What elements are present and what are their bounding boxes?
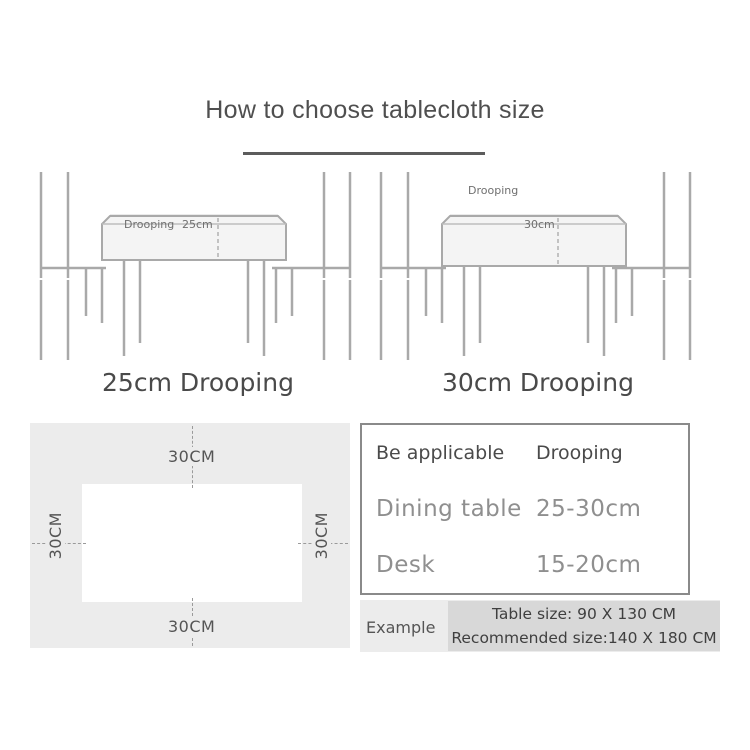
example-recommended-size: Recommended size:140 X 180 CM [451, 629, 717, 647]
title-underline-divider [243, 152, 485, 155]
table-row [362, 481, 688, 537]
page-title: How to choose tablecloth size [205, 96, 545, 124]
example-table-size: Table size: 90 X 130 CM [491, 604, 677, 623]
caption-25cm: 25cm Drooping [102, 368, 294, 397]
table-top-area [82, 484, 302, 602]
example-values [448, 601, 720, 651]
applicability-table [360, 423, 690, 595]
table-row [362, 537, 688, 593]
measure-label-top: 30CM [168, 447, 216, 466]
drooping-label: Drooping [124, 218, 175, 231]
measure-label-right: 30CM [312, 512, 331, 560]
cell-drooping-desk: 15-20cm [536, 551, 642, 578]
example-label: Example [366, 618, 436, 637]
table-header-row [362, 425, 688, 481]
caption-30cm: 30cm Drooping [442, 368, 634, 397]
cell-item-desk: Desk [376, 551, 436, 578]
cell-drooping-dining-table: 25-30cm [536, 495, 642, 522]
table-chairs-illustration-30cm [368, 168, 708, 368]
chair-left-icon [41, 172, 106, 360]
drooping-value: 30cm [524, 218, 555, 231]
chair-left-icon [381, 172, 446, 360]
cell-item-dining-table: Dining table [376, 495, 522, 522]
chair-right-icon [272, 172, 350, 360]
table-chairs-illustration-25cm [28, 168, 368, 368]
drooping-value: 25cm [182, 218, 213, 231]
scene-30cm [368, 168, 708, 368]
column-header-applicable: Be applicable [376, 441, 505, 464]
column-header-drooping: Drooping [536, 441, 623, 464]
measure-label-left: 30CM [46, 512, 65, 560]
measure-label-bottom: 30CM [168, 617, 216, 636]
drooping-label: Drooping [468, 184, 519, 197]
scene-25cm [28, 168, 368, 368]
